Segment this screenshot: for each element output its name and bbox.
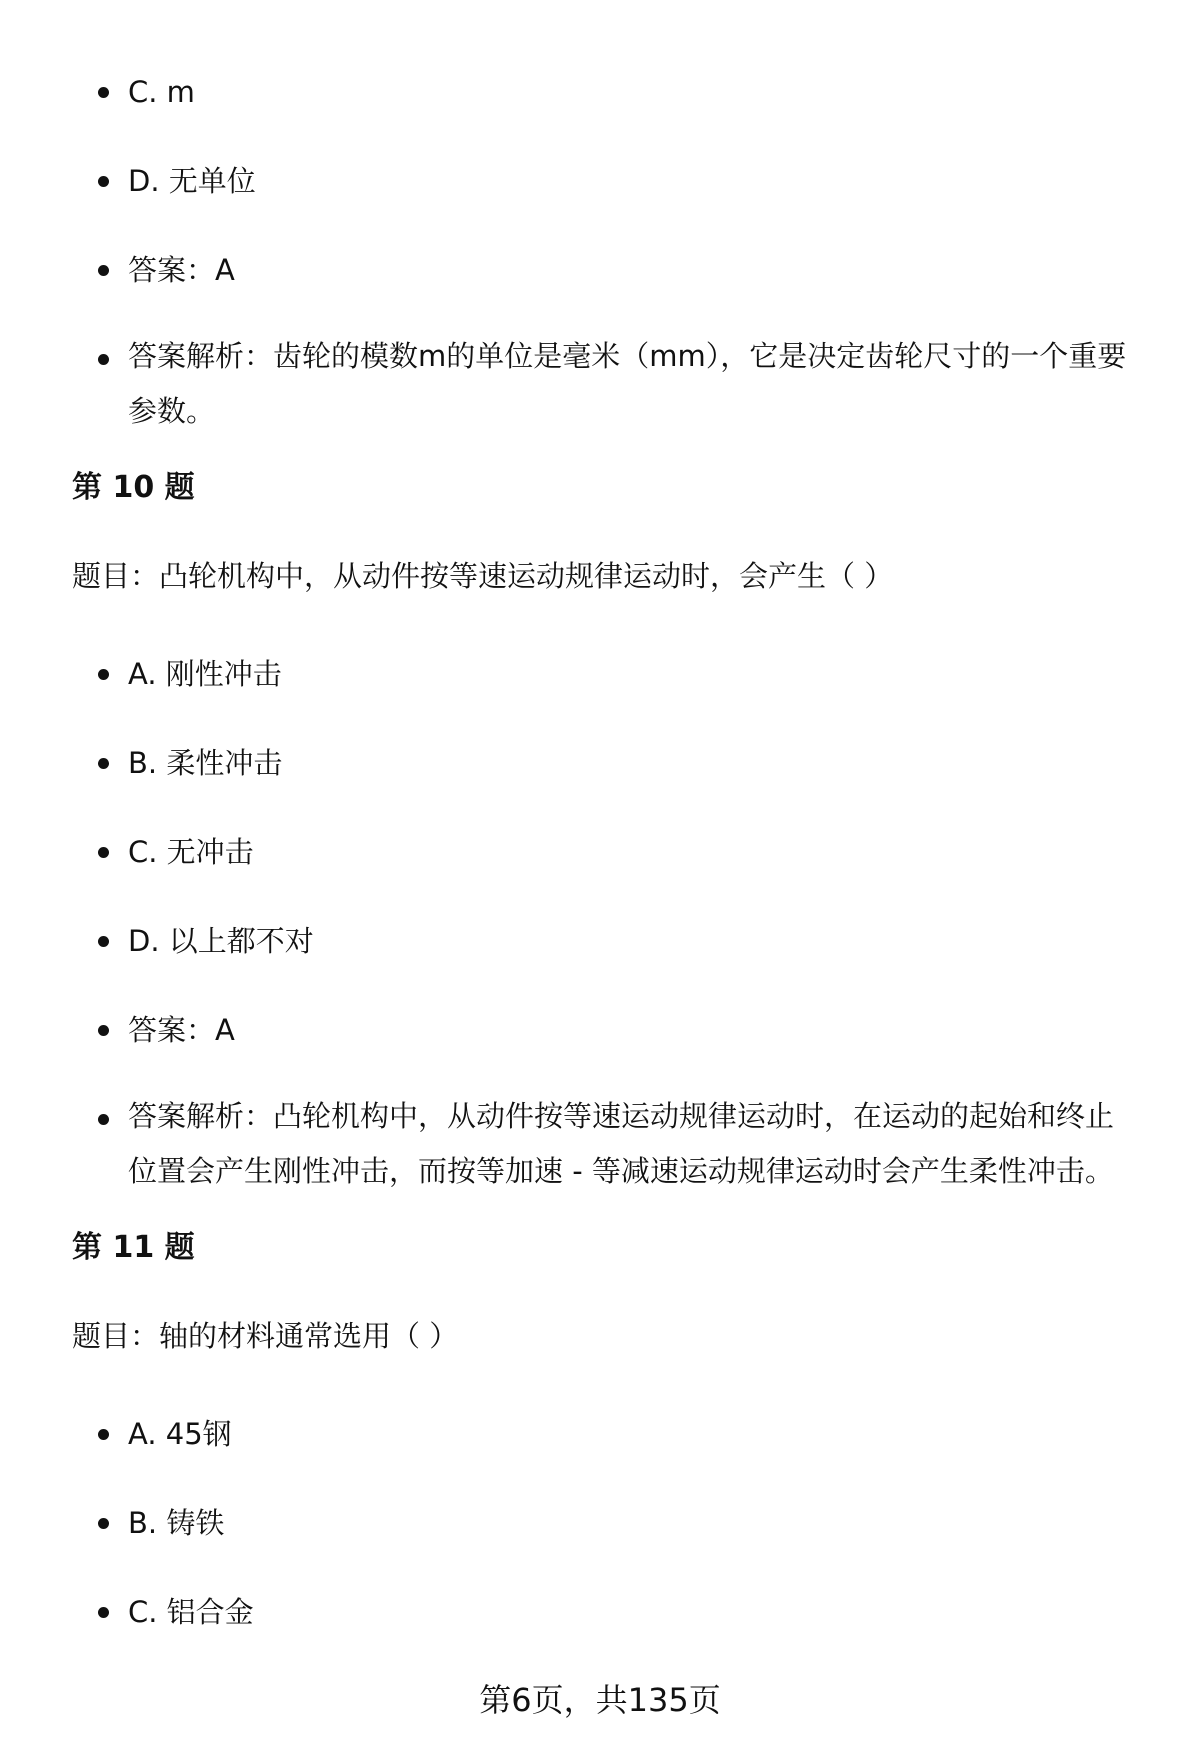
- option-text: C. m: [128, 75, 195, 109]
- question-heading: 第 11 题: [72, 1230, 195, 1265]
- question-options: [72, 1404, 1142, 1642]
- option-text: B. 铸铁: [128, 1506, 225, 1540]
- list-item: [72, 1493, 1142, 1553]
- list-item: [72, 1089, 1142, 1199]
- page-content: [72, 62, 1142, 1671]
- answer-text: 答案：A: [128, 253, 235, 287]
- list-item: [72, 822, 1142, 882]
- bullet-icon: [98, 936, 109, 947]
- bullet-icon: [98, 1518, 109, 1529]
- bullet-icon: [98, 87, 109, 98]
- list-item: [72, 329, 1142, 439]
- prev-question-list: [72, 62, 1142, 439]
- list-item: [72, 911, 1142, 971]
- bullet-icon: [98, 1607, 109, 1618]
- page-footer: 第6页，共135页: [479, 1681, 721, 1719]
- list-item: [72, 151, 1142, 211]
- question-stem: 题目：轴的材料通常选用（ ）: [72, 1319, 459, 1353]
- bullet-icon: [98, 1025, 109, 1036]
- list-item: [72, 62, 1142, 122]
- question-heading: 第 10 题: [72, 470, 195, 505]
- bullet-icon: [98, 265, 109, 276]
- option-text: D. 无单位: [128, 164, 256, 198]
- bullet-icon: [98, 847, 109, 858]
- option-text: A. 刚性冲击: [128, 657, 282, 691]
- bullet-icon: [98, 1429, 109, 1440]
- list-item: [72, 644, 1142, 704]
- list-item: [72, 1404, 1142, 1464]
- answer-text: 答案：A: [128, 1013, 235, 1047]
- option-text: C. 铝合金: [128, 1595, 254, 1629]
- bullet-icon: [98, 1114, 109, 1125]
- bullet-icon: [98, 669, 109, 680]
- bullet-icon: [98, 354, 109, 365]
- option-text: B. 柔性冲击: [128, 746, 283, 780]
- option-text: A. 45钢: [128, 1417, 232, 1451]
- question-options: [72, 644, 1142, 1199]
- list-item: [72, 240, 1142, 300]
- bullet-icon: [98, 758, 109, 769]
- explanation-text: 答案解析：凸轮机构中，从动件按等速运动规律运动时，在运动的起始和终止位置会产生刚性冲击，而按等加速 - 等减速运动规律运动时会产生柔性冲击。: [128, 1099, 1115, 1188]
- list-item: [72, 1582, 1142, 1642]
- explanation-text: 答案解析：齿轮的模数m的单位是毫米（mm），它是决定齿轮尺寸的一个重要参数。: [128, 339, 1127, 428]
- bullet-icon: [98, 176, 109, 187]
- list-item: [72, 1000, 1142, 1060]
- option-text: C. 无冲击: [128, 835, 254, 869]
- option-text: D. 以上都不对: [128, 924, 314, 958]
- question-stem: 题目：凸轮机构中，从动件按等速运动规律运动时，会产生（ ）: [72, 559, 894, 593]
- list-item: [72, 733, 1142, 793]
